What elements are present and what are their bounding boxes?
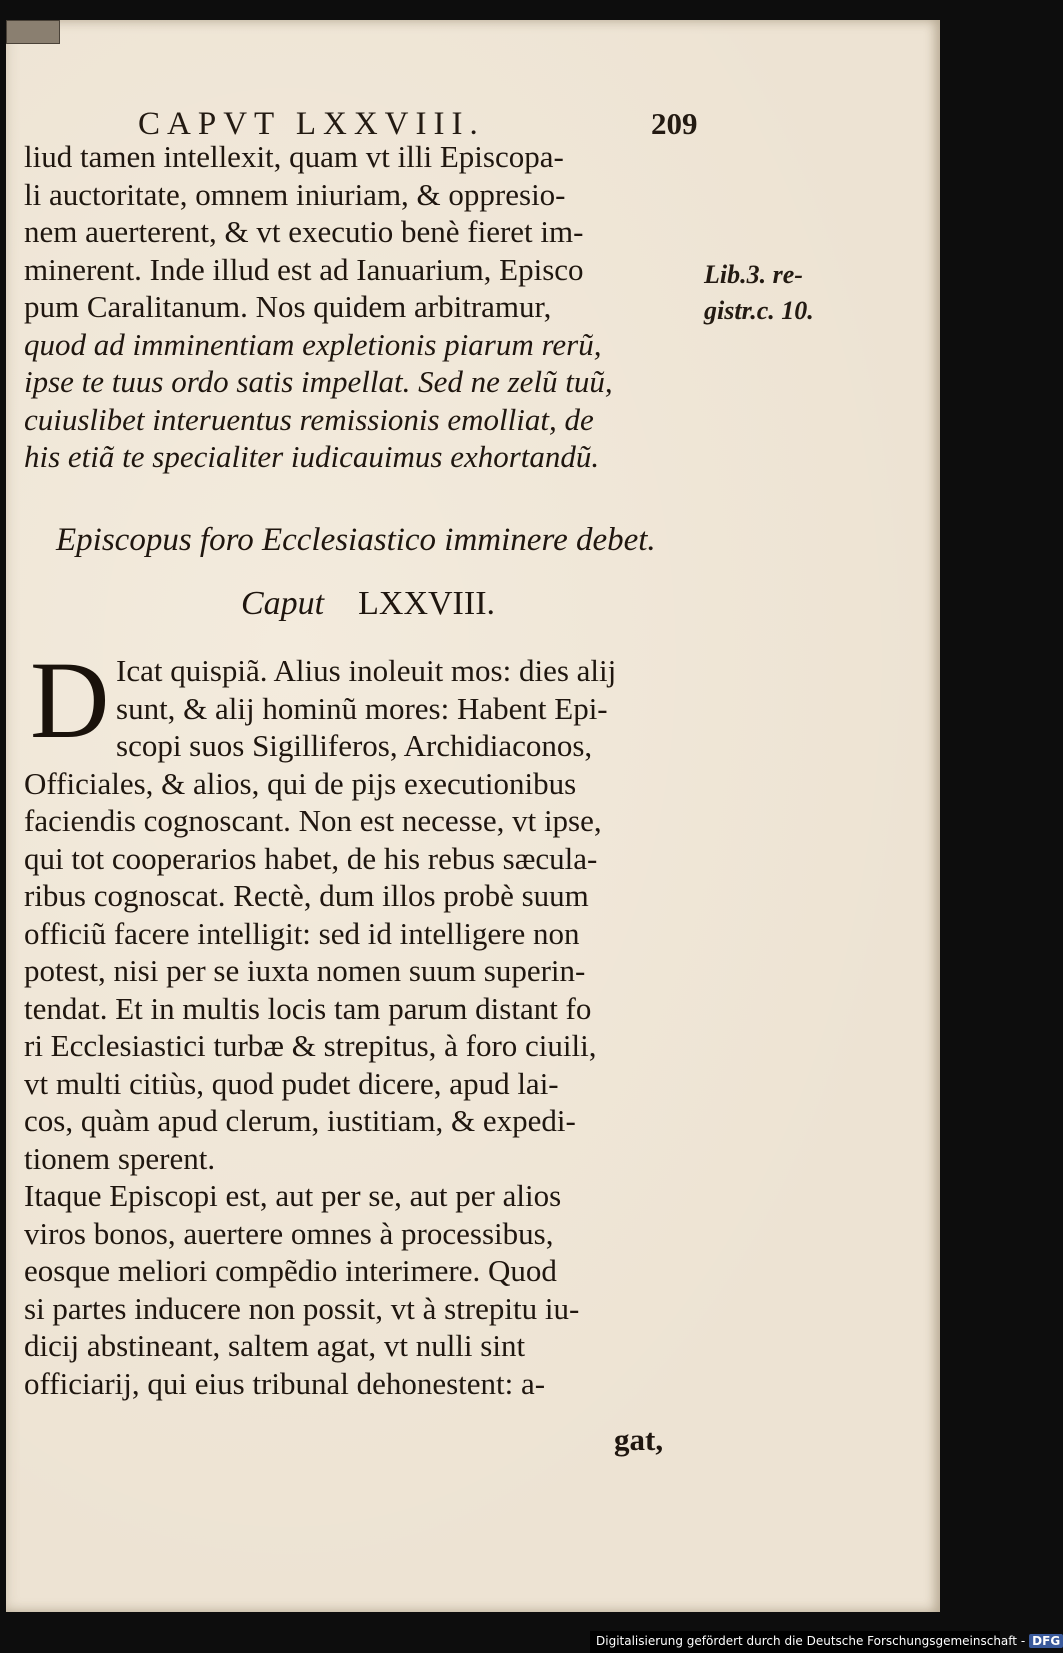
footer-credit [596, 1634, 1063, 1648]
chapter-heading [241, 585, 495, 623]
text-line: sunt, & alij hominũ mores: Habent Epi- [116, 690, 608, 726]
text-line: vt multi citiùs, quod pudet dicere, apud lai- [24, 1065, 559, 1101]
text-line: minerent. Inde illud est ad Ianuarium, Episco [24, 251, 584, 287]
paragraph-2 [24, 639, 684, 1402]
text-line: officiarij, qui eius tribunal dehonestent: a- [24, 1365, 546, 1401]
dfg-logo: DFG [1029, 1634, 1063, 1648]
drop-cap: D [30, 639, 110, 761]
catchword: gat, [614, 1422, 664, 1457]
text-line: viros bonos, auertere omnes à processibus, [24, 1215, 554, 1251]
text-line: liud tamen intellexit, quam vt illi Episcopa- [24, 139, 564, 174]
text-line: pum Caralitanum. Nos quidem arbitramur, [24, 289, 552, 324]
chapter-numeral: LXXVIII. [358, 585, 496, 622]
text-line: ri Ecclesiastici turbæ & strepitus, à foro ciuili, [24, 1028, 597, 1063]
text-line: officiũ facere intelligit: sed id intelligere non [24, 915, 580, 951]
text-line: his etiã te specialiter iudicauimus exhortandũ. [24, 439, 600, 474]
text-line: Officiales, & alios, qui de pijs executionibus [24, 765, 577, 801]
text-line: eosque meliori compẽdio interimere. Quod [24, 1253, 557, 1288]
text-line: ribus cognoscat. Rectè, dum illos probè suum [24, 878, 589, 913]
page-number: 209 [651, 106, 698, 141]
text-line: cuiuslibet interuentus remissionis emolliat, de [24, 401, 594, 437]
text-line: tionem sperent. [24, 1140, 216, 1176]
paragraph-1 [24, 138, 684, 476]
text-line: scopi suos Sigilliferos, Archidiaconos, [116, 728, 593, 763]
text-line: li auctoritate, omnem iniuriam, & oppresio- [24, 176, 566, 212]
running-head: CAPVT LXXVIII. [138, 106, 485, 142]
footer-credit-text: Digitalisierung gefördert durch die Deutsche Forschungsgemeinschaft - [596, 1634, 1026, 1648]
book-page [6, 20, 940, 1612]
text-line: ipse te tuus ordo satis impellat. Sed ne zelũ tuũ, [24, 364, 613, 399]
chapter-caption: Episcopus foro Ecclesiastico imminere debet. [56, 522, 656, 558]
text-line: si partes inducere non possit, vt à strepitu iu- [24, 1290, 580, 1326]
chapter-word: Caput [241, 585, 325, 622]
text-line: qui tot cooperarios habet, de his rebus sæcula- [24, 840, 598, 876]
text-line: potest, nisi per se iuxta nomen suum superin- [24, 953, 586, 988]
text-line: Icat quispiã. Alius inoleuit mos: dies alij [116, 653, 617, 688]
text-line: Itaque Episcopi est, aut per se, aut per alios [24, 1178, 562, 1213]
margin-note-1: Lib.3. re- [704, 260, 803, 289]
text-line: dicij abstineant, saltem agat, vt nulli sint [24, 1328, 526, 1363]
margin-note-2: gistr.c. 10. [704, 296, 814, 325]
text-line: quod ad imminentiam expletionis piarum rerũ, [24, 326, 602, 362]
text-line: tendat. Et in multis locis tam parum distant fo [24, 990, 592, 1026]
text-line: nem auerterent, & vt executio benè fieret im- [24, 214, 584, 249]
text-line: cos, quàm apud clerum, iustitiam, & expedi- [24, 1103, 576, 1138]
page-clip [6, 20, 60, 44]
text-line: faciendis cognoscant. Non est necesse, vt ipse, [24, 803, 602, 838]
